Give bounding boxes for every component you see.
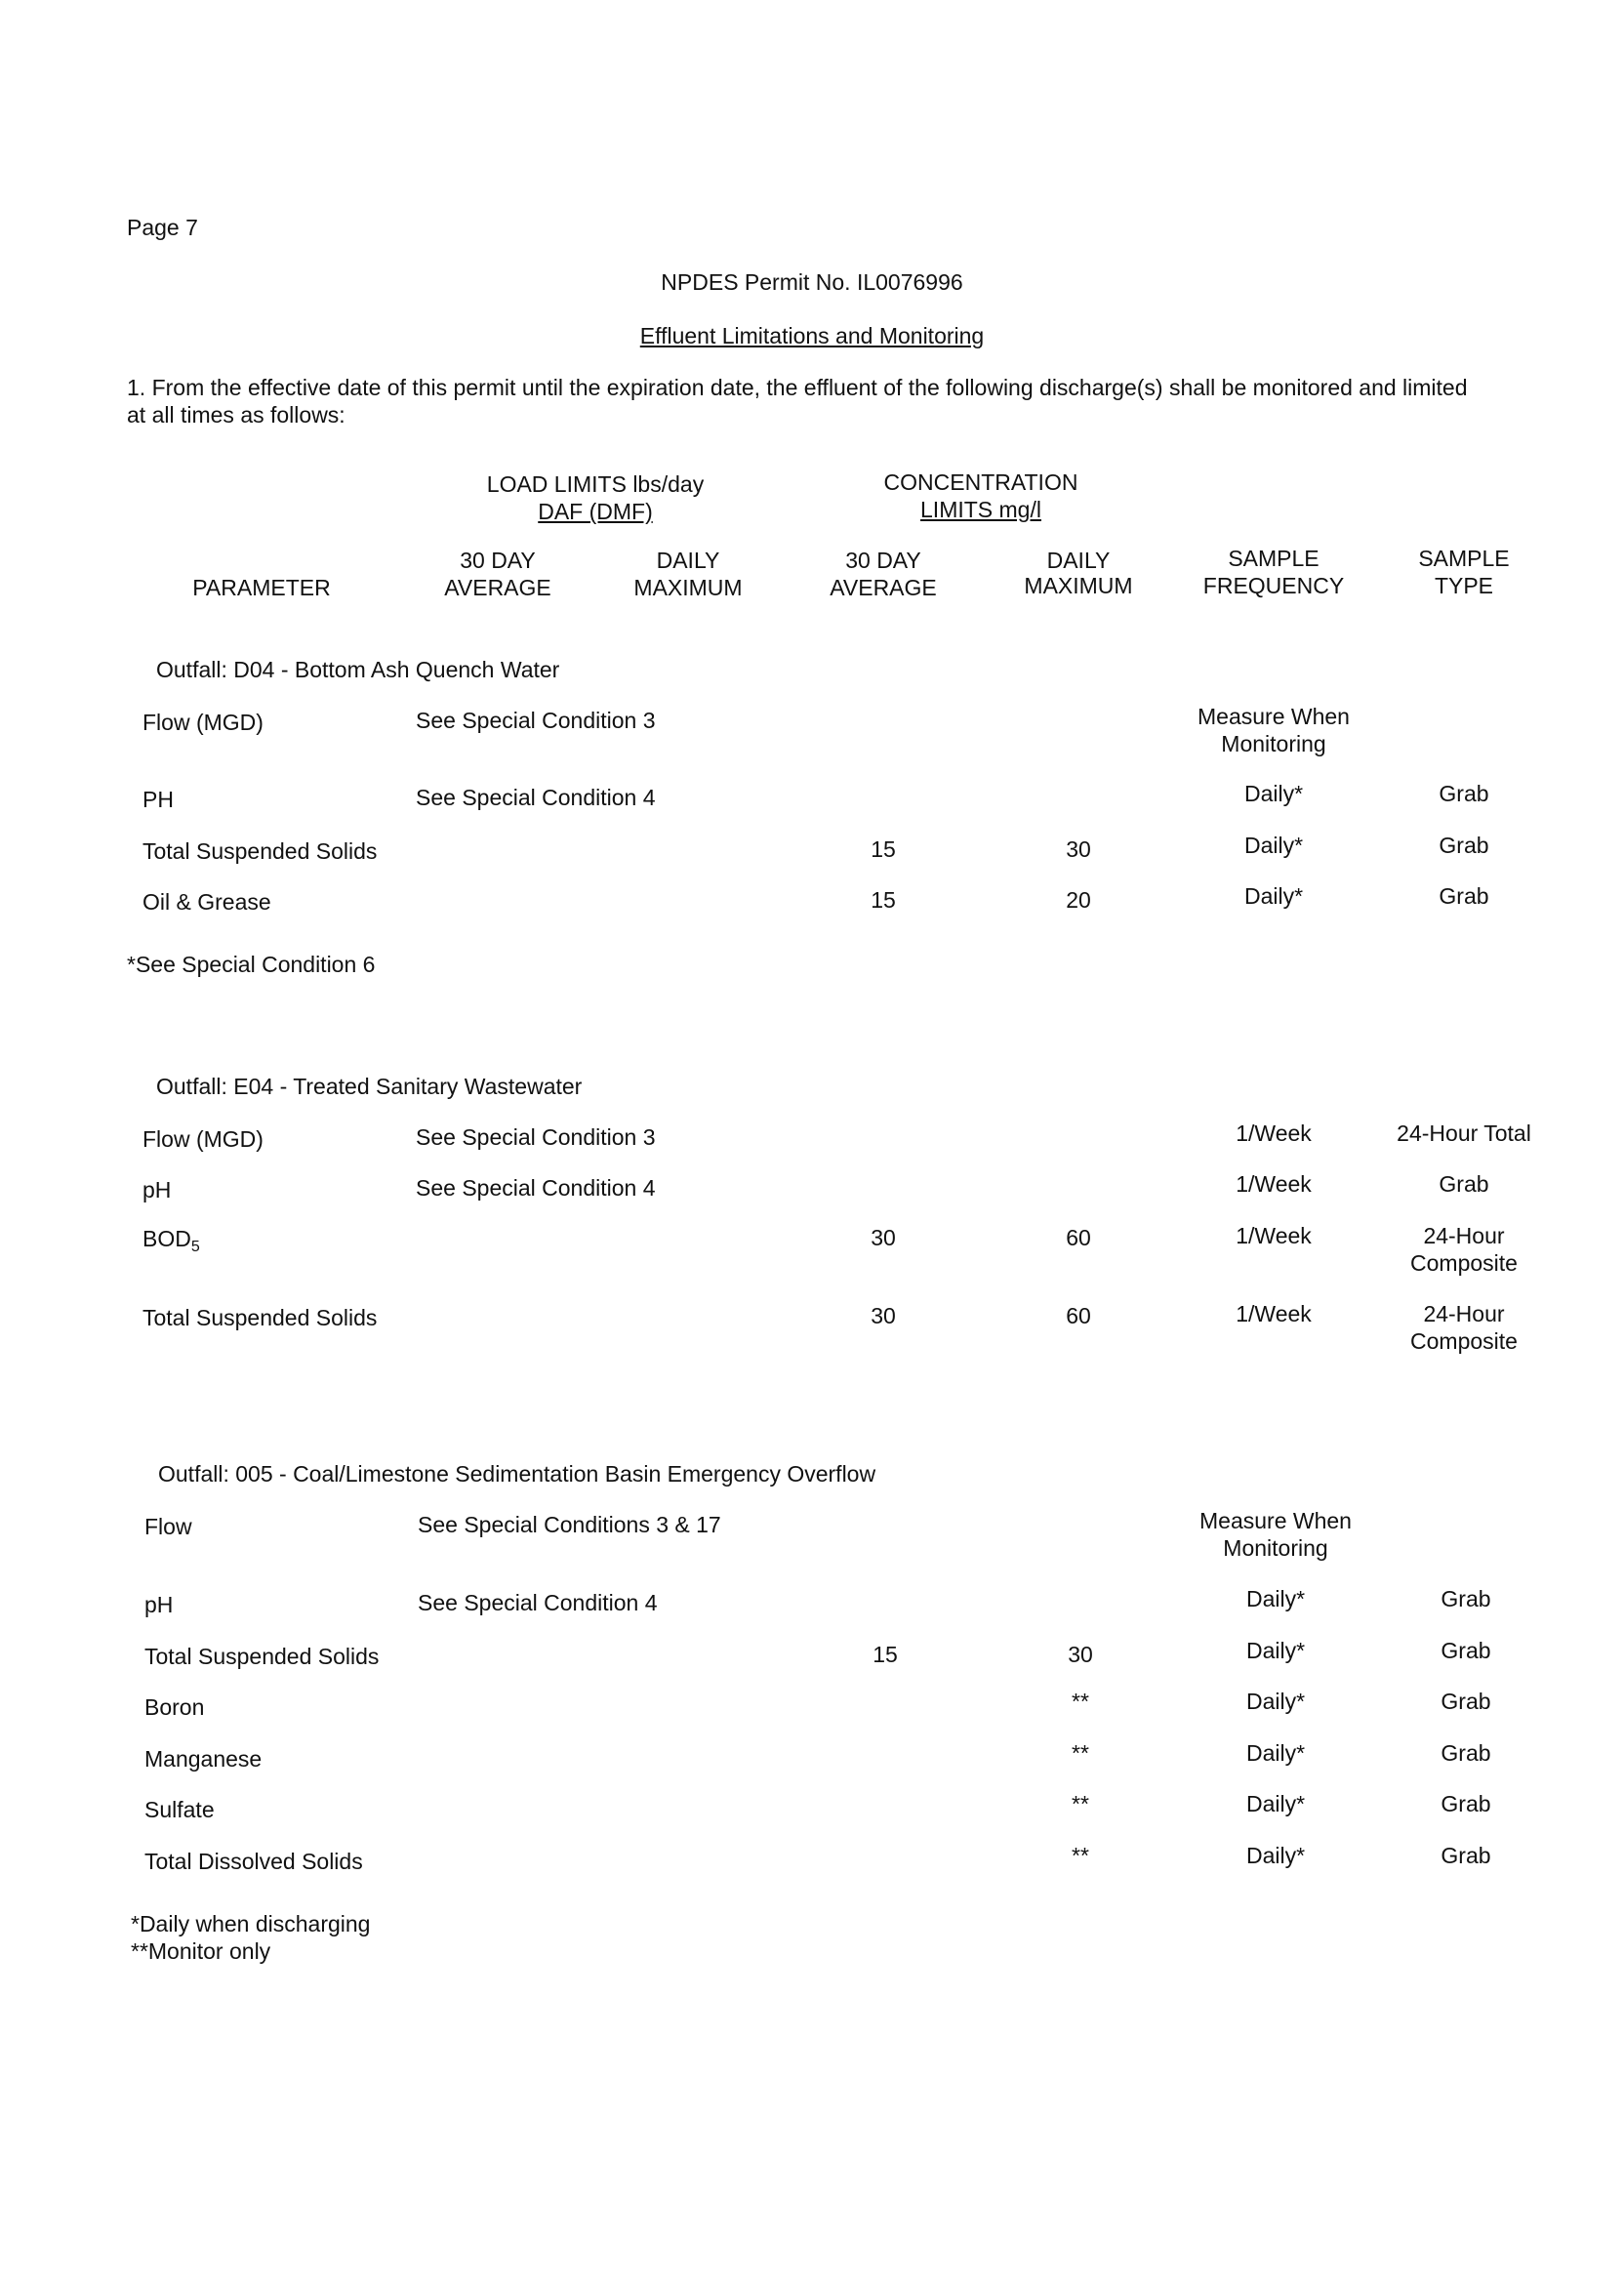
load-limit: See Special Condition 4 <box>416 785 656 810</box>
outfall-title: Outfall: D04 - Bottom Ash Quench Water <box>156 657 560 682</box>
parameter-name: Flow (MGD) <box>142 1126 264 1152</box>
load-daily-header-line2: MAXIMUM <box>633 575 743 600</box>
conc-30day-average: 30 <box>871 1303 896 1328</box>
conc-daily-maximum: ** <box>1072 1740 1089 1766</box>
page-label: Page 7 <box>127 215 198 240</box>
sample-type: 24-Hour <box>1423 1223 1505 1248</box>
sample-frequency: Daily* <box>1245 1740 1306 1766</box>
footnote: *See Special Condition 6 <box>127 952 376 977</box>
conc-30day-average: 15 <box>873 1642 898 1667</box>
footnote: *Daily when discharging <box>131 1911 371 1936</box>
intro-text-line-2: at all times as follows: <box>127 402 345 428</box>
parameter-name: $BOD_5$ <box>142 1226 200 1255</box>
sample-frequency: Daily* <box>1243 781 1304 806</box>
sample-type: Grab <box>1441 1791 1491 1816</box>
sample-type: Grab <box>1439 1171 1489 1197</box>
sample-frequency: Daily* <box>1245 1586 1306 1611</box>
parameter-name: Total Suspended Solids <box>144 1644 380 1669</box>
conc-30day-average: 15 <box>871 836 896 862</box>
sample-frequency: 1/Week <box>1236 1301 1312 1326</box>
outfall-title: Outfall: E04 - Treated Sanitary Wastewater <box>156 1074 583 1099</box>
sample-type: Grab <box>1439 833 1489 858</box>
load-limits-unit: DAF (DMF) <box>538 499 653 524</box>
parameter-name: pH <box>142 1177 172 1202</box>
parameter-name: PH <box>142 787 174 812</box>
sample-frequency: Daily* <box>1245 1638 1306 1663</box>
sample-type: 24-Hour Total <box>1397 1121 1531 1146</box>
type-header-line2: TYPE <box>1434 573 1494 598</box>
sample-frequency: Measure When <box>1199 1508 1352 1533</box>
parameter-name: Boron <box>144 1694 205 1720</box>
sample-frequency: Daily* <box>1243 833 1304 858</box>
intro-text-line-1: 1. From the effective date of this permit until the expiration date, the effluent of the following discharge(s) shall be monitored and limited <box>127 375 1468 400</box>
conc-daily-maximum: ** <box>1072 1791 1089 1816</box>
conc-daily-maximum: 60 <box>1066 1303 1091 1328</box>
load-daily-header-line1: DAILY <box>656 548 720 573</box>
conc-daily-maximum: 20 <box>1066 887 1091 913</box>
sample-type: Grab <box>1439 883 1489 909</box>
sample-frequency-line2: Monitoring <box>1223 1535 1328 1561</box>
concentration-header: CONCENTRATION <box>883 469 1078 495</box>
sample-frequency: 1/Week <box>1236 1121 1312 1146</box>
sample-frequency: Daily* <box>1245 1843 1306 1868</box>
sample-frequency: Daily* <box>1245 1791 1306 1816</box>
outfall-title: Outfall: 005 - Coal/Limestone Sedimentation Basin Emergency Overflow <box>158 1461 876 1487</box>
parameter-name: Total Suspended Solids <box>142 1305 378 1330</box>
load-limit: See Special Condition 4 <box>416 1175 656 1201</box>
parameter-name: Oil & Grease <box>142 889 271 915</box>
conc-daily-maximum: ** <box>1072 1689 1089 1714</box>
parameter-name: Sulfate <box>144 1797 215 1822</box>
load-limits-header: LOAD LIMITS lbs/day <box>486 471 705 497</box>
conc-daily-maximum: 30 <box>1068 1642 1093 1667</box>
parameter-name: Total Suspended Solids <box>142 838 378 864</box>
conc-daily-maximum: ** <box>1072 1843 1089 1868</box>
sample-frequency: Daily* <box>1243 883 1304 909</box>
sample-frequency-line2: Monitoring <box>1221 731 1326 756</box>
frequency-header-line1: SAMPLE <box>1228 546 1320 571</box>
conc-daily-header-line2: MAXIMUM <box>1024 573 1133 598</box>
sample-type: 24-Hour <box>1423 1301 1505 1326</box>
parameter-name: Flow <box>144 1514 192 1539</box>
footnote: **Monitor only <box>131 1938 271 1964</box>
conc-30day-average: 15 <box>871 887 896 913</box>
sample-type: Grab <box>1441 1740 1491 1766</box>
load-limit: See Special Condition 4 <box>418 1590 658 1615</box>
parameter-name: pH <box>144 1592 174 1617</box>
conc-daily-maximum: 30 <box>1066 836 1091 862</box>
conc-30day-header-line2: AVERAGE <box>830 575 937 600</box>
sample-frequency: 1/Week <box>1236 1171 1312 1197</box>
conc-30day-header-line1: 30 DAY <box>845 548 921 573</box>
conc-30day-average: 30 <box>871 1225 896 1250</box>
parameter-subscript: 5 <box>190 1239 200 1255</box>
parameter-name: Flow (MGD) <box>142 710 264 735</box>
conc-daily-maximum: 60 <box>1066 1225 1091 1250</box>
sample-frequency: Daily* <box>1245 1689 1306 1714</box>
load-30day-header-line2: AVERAGE <box>444 575 551 600</box>
parameter-header: PARAMETER <box>192 575 331 600</box>
load-limit: See Special Condition 3 <box>416 1124 656 1150</box>
type-header-line1: SAMPLE <box>1418 546 1510 571</box>
frequency-header-line2: FREQUENCY <box>1202 573 1345 598</box>
parameter-name: Manganese <box>144 1746 263 1772</box>
conc-daily-header-line1: DAILY <box>1046 548 1111 573</box>
permit-number: NPDES Permit No. IL0076996 <box>661 269 963 295</box>
concentration-unit: LIMITS mg/l <box>920 497 1041 522</box>
sample-frequency: 1/Week <box>1236 1223 1312 1248</box>
load-limit: See Special Conditions 3 & 17 <box>418 1512 721 1537</box>
load-limit: See Special Condition 3 <box>416 708 656 733</box>
parameter-name: Total Dissolved Solids <box>144 1849 363 1874</box>
sample-type: Grab <box>1441 1843 1491 1868</box>
sample-type-line2: Composite <box>1410 1328 1518 1354</box>
sample-type: Grab <box>1441 1638 1491 1663</box>
section-title: Effluent Limitations and Monitoring <box>639 323 985 348</box>
sample-type: Grab <box>1441 1689 1491 1714</box>
sample-type: Grab <box>1441 1586 1491 1611</box>
sample-type: Grab <box>1439 781 1489 806</box>
sample-frequency: Measure When <box>1198 704 1350 729</box>
sample-type-line2: Composite <box>1410 1250 1518 1276</box>
load-30day-header-line1: 30 DAY <box>460 548 536 573</box>
